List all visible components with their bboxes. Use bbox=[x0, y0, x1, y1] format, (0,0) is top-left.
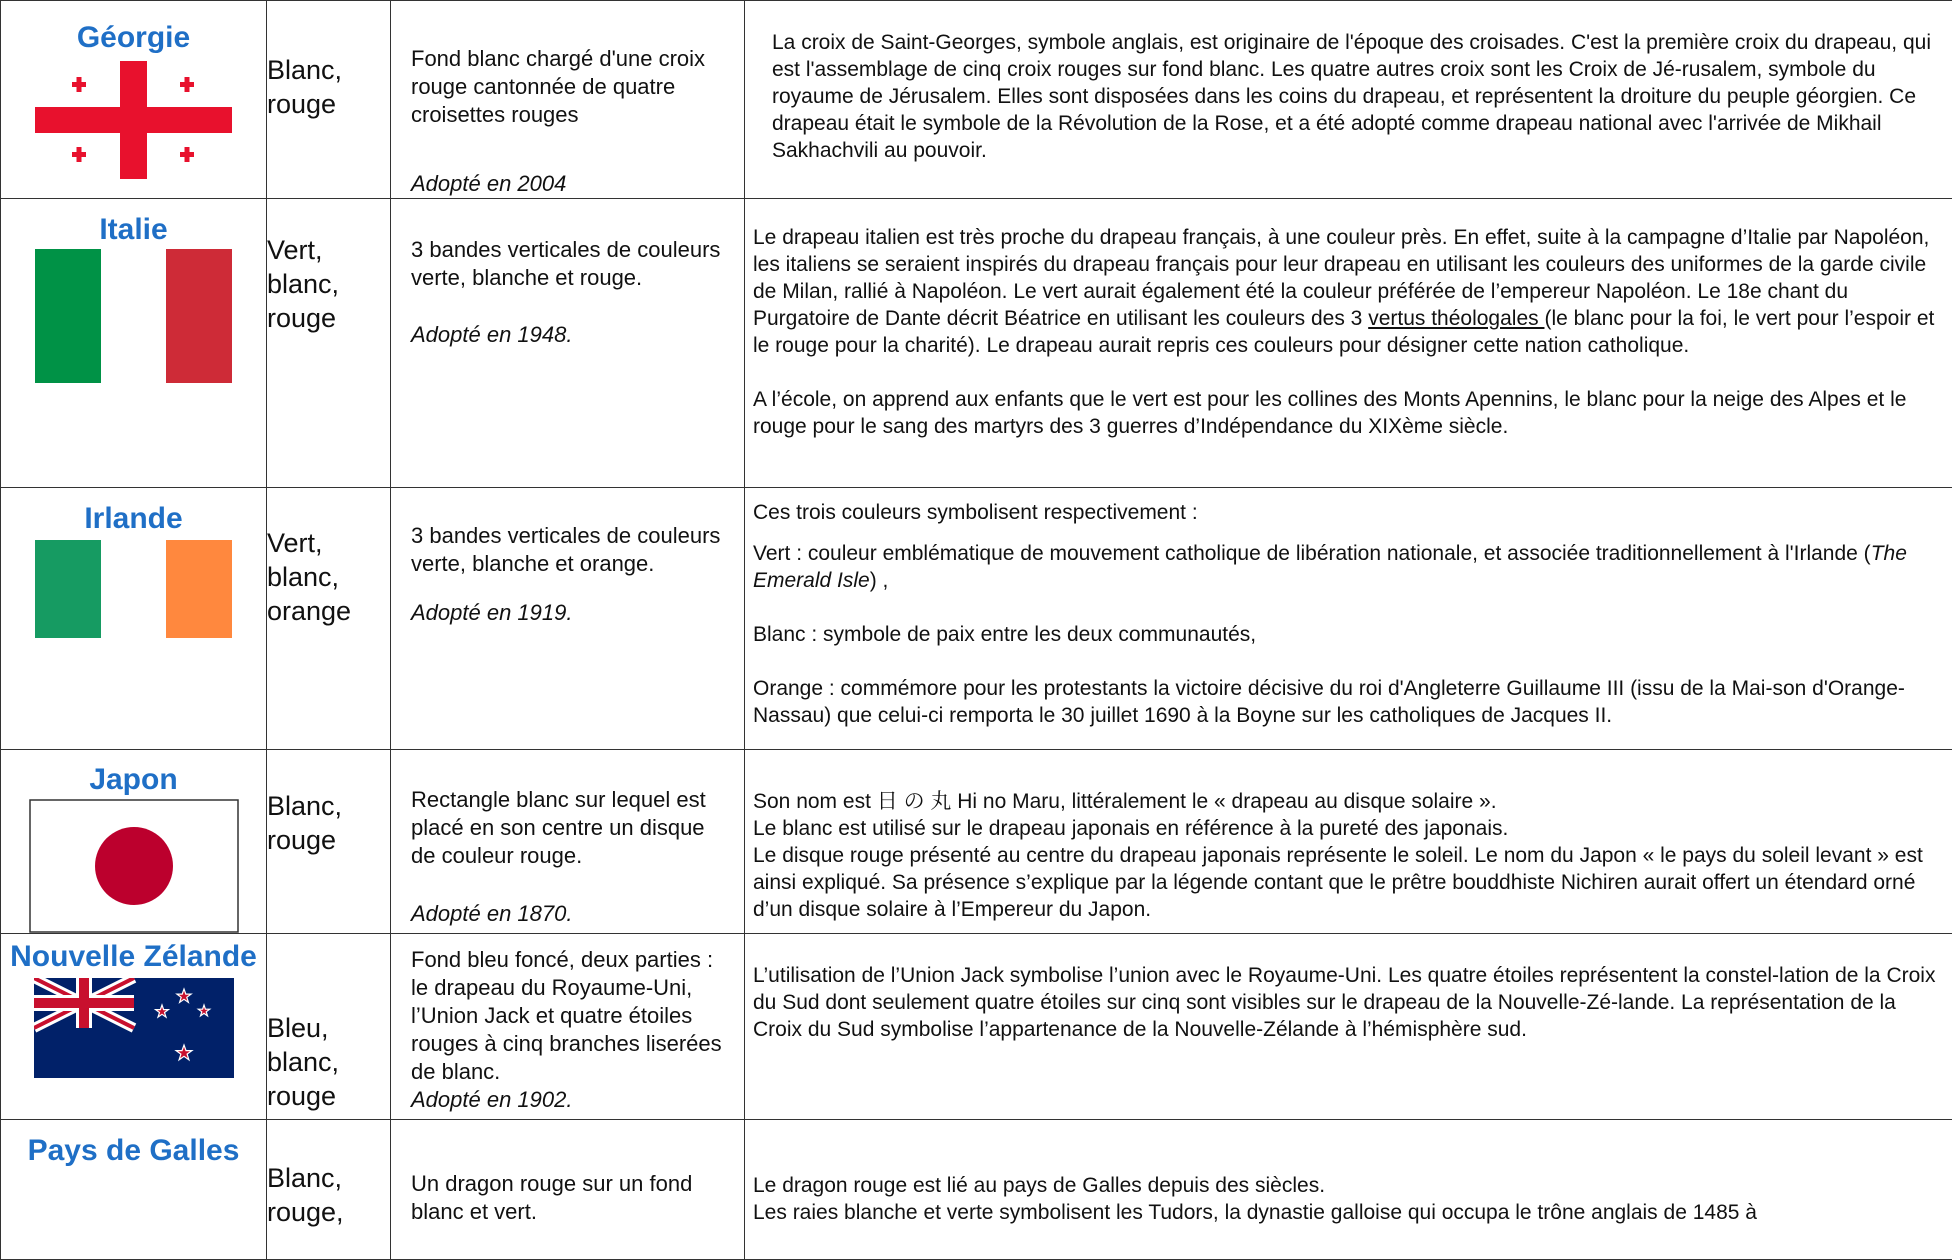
flag-history-line: Son nom est 日 の 丸 Hi no Maru, littéralement le « drapeau au disque solaire ». bbox=[753, 788, 1942, 815]
flag-japan bbox=[1, 799, 266, 933]
description-cell bbox=[391, 488, 745, 750]
colors-cell bbox=[267, 488, 391, 750]
flag-cell bbox=[1, 199, 267, 488]
flag-history-paragraph: A l’école, on apprend aux enfants que le vert est pour les collines des Monts Apennins, le blanc pour la neige des Alpes et le rouge pour le sang des martyrs des 3 guerres d’Indépendance du XIXème siècle. bbox=[753, 386, 1942, 440]
flag-history-line: Le dragon rouge est lié au pays de Galles depuis des siècles. bbox=[753, 1172, 1942, 1199]
colors-cell bbox=[267, 199, 391, 488]
history-text: Le drapeau italien est très proche du drapeau français, à une couleur près. En effet, suite à la campagne d’Italie par Napoléon, les italiens se seraient inspirés du drapeau français pour leur drapeau en utilisant les couleurs des uniformes de la garde civile de Milan, rallié à Napoléon. Le vert aurait également été la couleur préférée de l’empereur Napoléon. Le 18e chant du Purgatoire de Dante décrit Béatrice en utilisant les couleurs des 3 bbox=[753, 226, 1929, 330]
flag-history-paragraph: Blanc : symbole de paix entre les deux communautés, bbox=[753, 621, 1942, 648]
colors-cell bbox=[267, 934, 391, 1120]
description-cell bbox=[391, 934, 745, 1120]
adoption-date: Adopté en 1919. bbox=[411, 599, 732, 627]
table-row bbox=[1, 934, 1952, 1120]
table-row bbox=[1, 488, 1952, 750]
flag-description: 3 bandes verticales de couleurs verte, blanche et rouge. bbox=[411, 236, 732, 292]
flag-colors-text: Bleu, blanc, rouge bbox=[267, 1011, 390, 1113]
flag-ireland bbox=[1, 540, 266, 638]
flag-colors-text: Blanc, rouge bbox=[267, 789, 390, 857]
country-name: Irlande bbox=[1, 488, 266, 537]
table-row bbox=[1, 750, 1952, 934]
flag-description: Fond bleu foncé, deux parties : le drapeau du Royaume-Uni, l’Union Jack et quatre étoiles rouges à cinq branches liserées de blanc. bbox=[411, 946, 732, 1086]
history-cell bbox=[745, 750, 1952, 934]
description-cell bbox=[391, 1120, 745, 1260]
flag-colors-text: Blanc, rouge bbox=[267, 53, 390, 121]
flag-history-line: Le blanc est utilisé sur le drapeau japonais en référence à la pureté des japonais. bbox=[753, 815, 1942, 842]
flag-cell bbox=[1, 1120, 267, 1260]
flag-description: Fond blanc chargé d'une croix rouge cantonnée de quatre croisettes rouges bbox=[411, 45, 732, 129]
description-cell bbox=[391, 1, 745, 199]
colors-cell bbox=[267, 1, 391, 199]
flag-cell bbox=[1, 1, 267, 199]
colors-cell bbox=[267, 1120, 391, 1260]
flag-georgia bbox=[1, 61, 266, 179]
table-row bbox=[1, 199, 1952, 488]
flag-cell bbox=[1, 488, 267, 750]
flag-description: Rectangle blanc sur lequel est placé en son centre un disque de couleur rouge. bbox=[411, 786, 732, 870]
flag-cell bbox=[1, 934, 267, 1120]
flag-colors-text: Vert, blanc, rouge bbox=[267, 233, 390, 335]
flag-history: La croix de Saint-Georges, symbole anglais, est originaire de l'époque des croisades. C'est la première croix du drapeau, qui est l'assemblage de cinq croix rouges sur fond blanc. Les quatre autres croix sont les Croix de Jé-rusalem, symbole du royaume de Jérusalem. Elles sont disposées dans les coins du drapeau, et représentent la droiture du peuple géorgien. Ce drapeau était le symbole de la Révolution de la Rose, et a été adopté comme drapeau national avec l'arrivée de Mikhail Sakhachvili au pouvoir. bbox=[772, 29, 1942, 164]
description-cell bbox=[391, 199, 745, 488]
history-text: ) , bbox=[870, 569, 889, 592]
country-name: Pays de Galles bbox=[1, 1120, 266, 1169]
adoption-date: Adopté en 1870. bbox=[411, 900, 732, 928]
flag-history-line: Les raies blanche et verte symbolisent les Tudors, la dynastie galloise qui occupa le trône anglais de 1485 à bbox=[753, 1199, 1942, 1226]
history-text: Vert : couleur emblématique de mouvement catholique de libération nationale, et associée traditionnellement à l'Irlande ( bbox=[753, 542, 1871, 565]
flag-colors-text: Blanc, rouge, bbox=[267, 1161, 390, 1229]
history-cell bbox=[745, 934, 1952, 1120]
flag-description: 3 bandes verticales de couleurs verte, blanche et orange. bbox=[411, 522, 732, 578]
table-row bbox=[1, 1120, 1952, 1260]
flag-italy bbox=[1, 249, 266, 383]
description-cell bbox=[391, 750, 745, 934]
flag-cell bbox=[1, 750, 267, 934]
table-row bbox=[1, 1, 1952, 199]
colors-cell bbox=[267, 750, 391, 934]
flag-new-zealand bbox=[1, 978, 266, 1078]
country-name: Géorgie bbox=[1, 1, 266, 56]
adoption-date: Adopté en 1902. bbox=[411, 1086, 732, 1114]
flag-description: Un dragon rouge sur un fond blanc et vert. bbox=[411, 1170, 732, 1226]
flag-history-paragraph: Ces trois couleurs symbolisent respectivement : bbox=[753, 499, 1942, 526]
history-text: The Emerald Isle bbox=[753, 542, 1907, 592]
flag-colors-text: Vert, blanc, orange bbox=[267, 526, 390, 628]
adoption-date: Adopté en 1948. bbox=[411, 321, 732, 349]
vertus-theologales-link[interactable]: vertus théologales bbox=[1368, 307, 1544, 330]
country-name: Nouvelle Zélande bbox=[1, 934, 266, 975]
flag-history-line: Le disque rouge présenté au centre du drapeau japonais représente le soleil. Le nom du Japon « le pays du soleil levant » est ainsi expliqué. Sa présence s’explique par la légende contant que le prêtre bouddhiste Nichiren aurait offert un étendard orné d’un disque solaire à l’Empereur du Japon. bbox=[753, 842, 1942, 923]
flag-history-paragraph: Orange : commémore pour les protestants la victoire décisive du roi d'Angleterre Guillaume III (issu de la Mai-son d'Orange-Nassau) que celui-ci remporta le 30 juillet 1690 à la Boyne sur les catholiques de Jacques II. bbox=[753, 675, 1942, 729]
country-name: Italie bbox=[1, 199, 266, 248]
country-name: Japon bbox=[1, 750, 266, 798]
flag-history-paragraph bbox=[753, 224, 1942, 359]
history-cell bbox=[745, 488, 1952, 750]
history-cell bbox=[745, 1120, 1952, 1260]
history-cell bbox=[745, 199, 1952, 488]
history-cell bbox=[745, 1, 1952, 199]
flag-history-paragraph bbox=[753, 540, 1942, 594]
flag-history: L’utilisation de l’Union Jack symbolise l’union avec le Royaume-Uni. Les quatre étoiles représentent la constel-lation de la Croix du Sud dont seulement quatre étoiles sur cinq sont visibles sur le drapeau de la Nouvelle-Zé-lande. La représentation de la Croix du Sud symbolise l’appartenance de la Nouvelle-Zélande à l’hémisphère sud. bbox=[753, 962, 1942, 1043]
history-text: (le blanc pour la foi, le vert pour l’espoir et le rouge pour la charité). Le drapeau aurait repris ces couleurs pour désigner cette nation catholique. bbox=[753, 307, 1934, 357]
adoption-date: Adopté en 2004 bbox=[411, 170, 732, 198]
